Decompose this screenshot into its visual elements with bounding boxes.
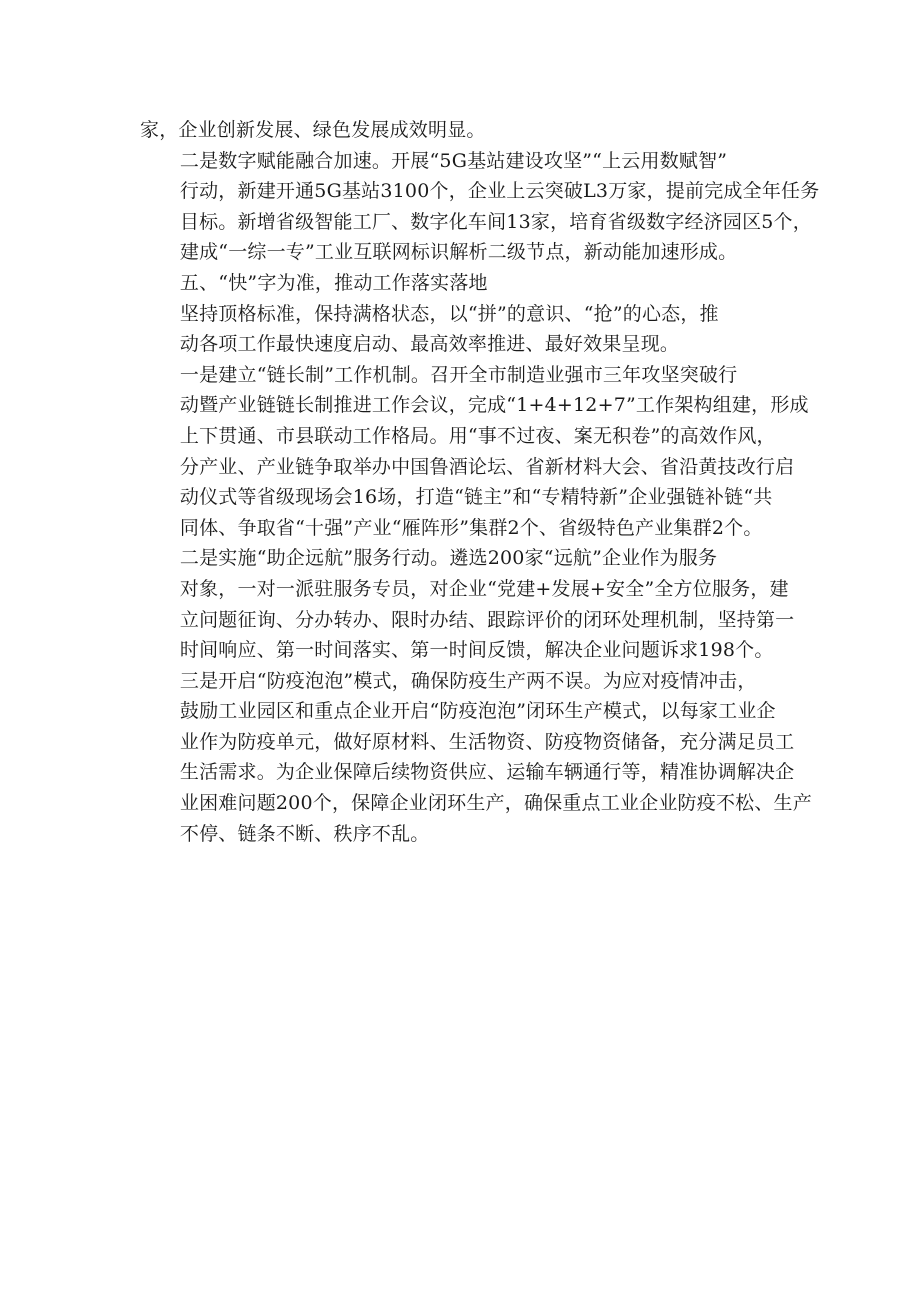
text-line: 行动，新建开通5G基站3100个，企业上云突破L3万家，提前完成全年任务	[179, 180, 820, 203]
text-line: 二是实施“助企远航”服务行动。遴选200家“远航”企业作为服务	[179, 547, 718, 570]
text-line: 分产业、产业链争取举办中国鲁酒论坛、省新材料大会、省沿黄技改行启	[179, 455, 795, 478]
document-body	[140, 115, 820, 849]
paragraph	[140, 146, 820, 268]
paragraph	[140, 543, 795, 665]
paragraph	[140, 299, 790, 360]
text-line: 不停、链条不断、秩序不乱。	[179, 822, 430, 845]
text-line: 生活需求。为企业保障后续物资供应、运输车辆通行等，精准协调解决企	[179, 761, 795, 784]
text-line: 鼓励工业园区和重点企业开启“防疫泡泡”闭环生产模式，以每家工业企	[179, 700, 776, 723]
text-line: 对象，一对一派驻服务专员，对企业“党建+发展+安全”全方位服务，建	[179, 577, 789, 600]
text-line: 二是数字赋能融合加速。开展“5G基站建设攻坚”“上云用数赋智”	[179, 149, 728, 172]
paragraph	[140, 115, 790, 146]
text-line: 建成“一综一专”工业互联网标识解析二级节点，新动能加速形成。	[179, 241, 738, 264]
text-line: 坚持顶格标准，保持满格状态，以“拼”的意识、“抢”的心态，推	[179, 302, 719, 325]
paragraph	[140, 666, 812, 850]
text-line: 时间响应、第一时间落实、第一时间反馈，解决企业问题诉求198个。	[179, 639, 774, 662]
text-line: 五、“快”字为准，推动工作落实落地	[179, 271, 488, 294]
paragraph	[140, 360, 809, 544]
text-line: 动各项工作最快速度启动、最高效率推进、最好效果呈现。	[179, 333, 680, 356]
text-line: 家，企业创新发展、绿色发展成效明显。	[140, 119, 486, 141]
text-line: 业困难问题200个，保障企业闭环生产，确保重点工业企业防疫不松、生产	[179, 792, 812, 815]
text-line: 动暨产业链链长制推进工作会议，完成“1+4+12+7”工作架构组建，形成	[179, 394, 809, 417]
text-line: 立问题征询、分办转办、限时办结、跟踪评价的闭环处理机制，坚持第一	[179, 608, 795, 631]
text-line: 动仪式等省级现场会16场，打造“链主”和“专精特新”企业强链补链“共	[179, 486, 773, 509]
text-line: 三是开启“防疫泡泡”模式，确保防疫生产两不误。为应对疫情冲击，	[179, 669, 757, 692]
text-line: 业作为防疫单元，做好原材料、生活物资、防疫物资储备，充分满足员工	[179, 730, 795, 753]
text-line: 目标。新增省级智能工厂、数字化车间13家，培育省级数字经济园区5个，	[179, 210, 812, 233]
text-line: 同体、争取省“十强”产业“雁阵形”集群2个、省级特色产业集群2个。	[179, 516, 763, 539]
text-line: 一是建立“链长制”工作机制。召开全市制造业强市三年攻坚突破行	[179, 363, 738, 386]
paragraph	[140, 268, 790, 299]
text-line: 上下贯通、市县联动工作格局。用“事不过夜、案无积卷”的高效作风，	[179, 424, 776, 447]
